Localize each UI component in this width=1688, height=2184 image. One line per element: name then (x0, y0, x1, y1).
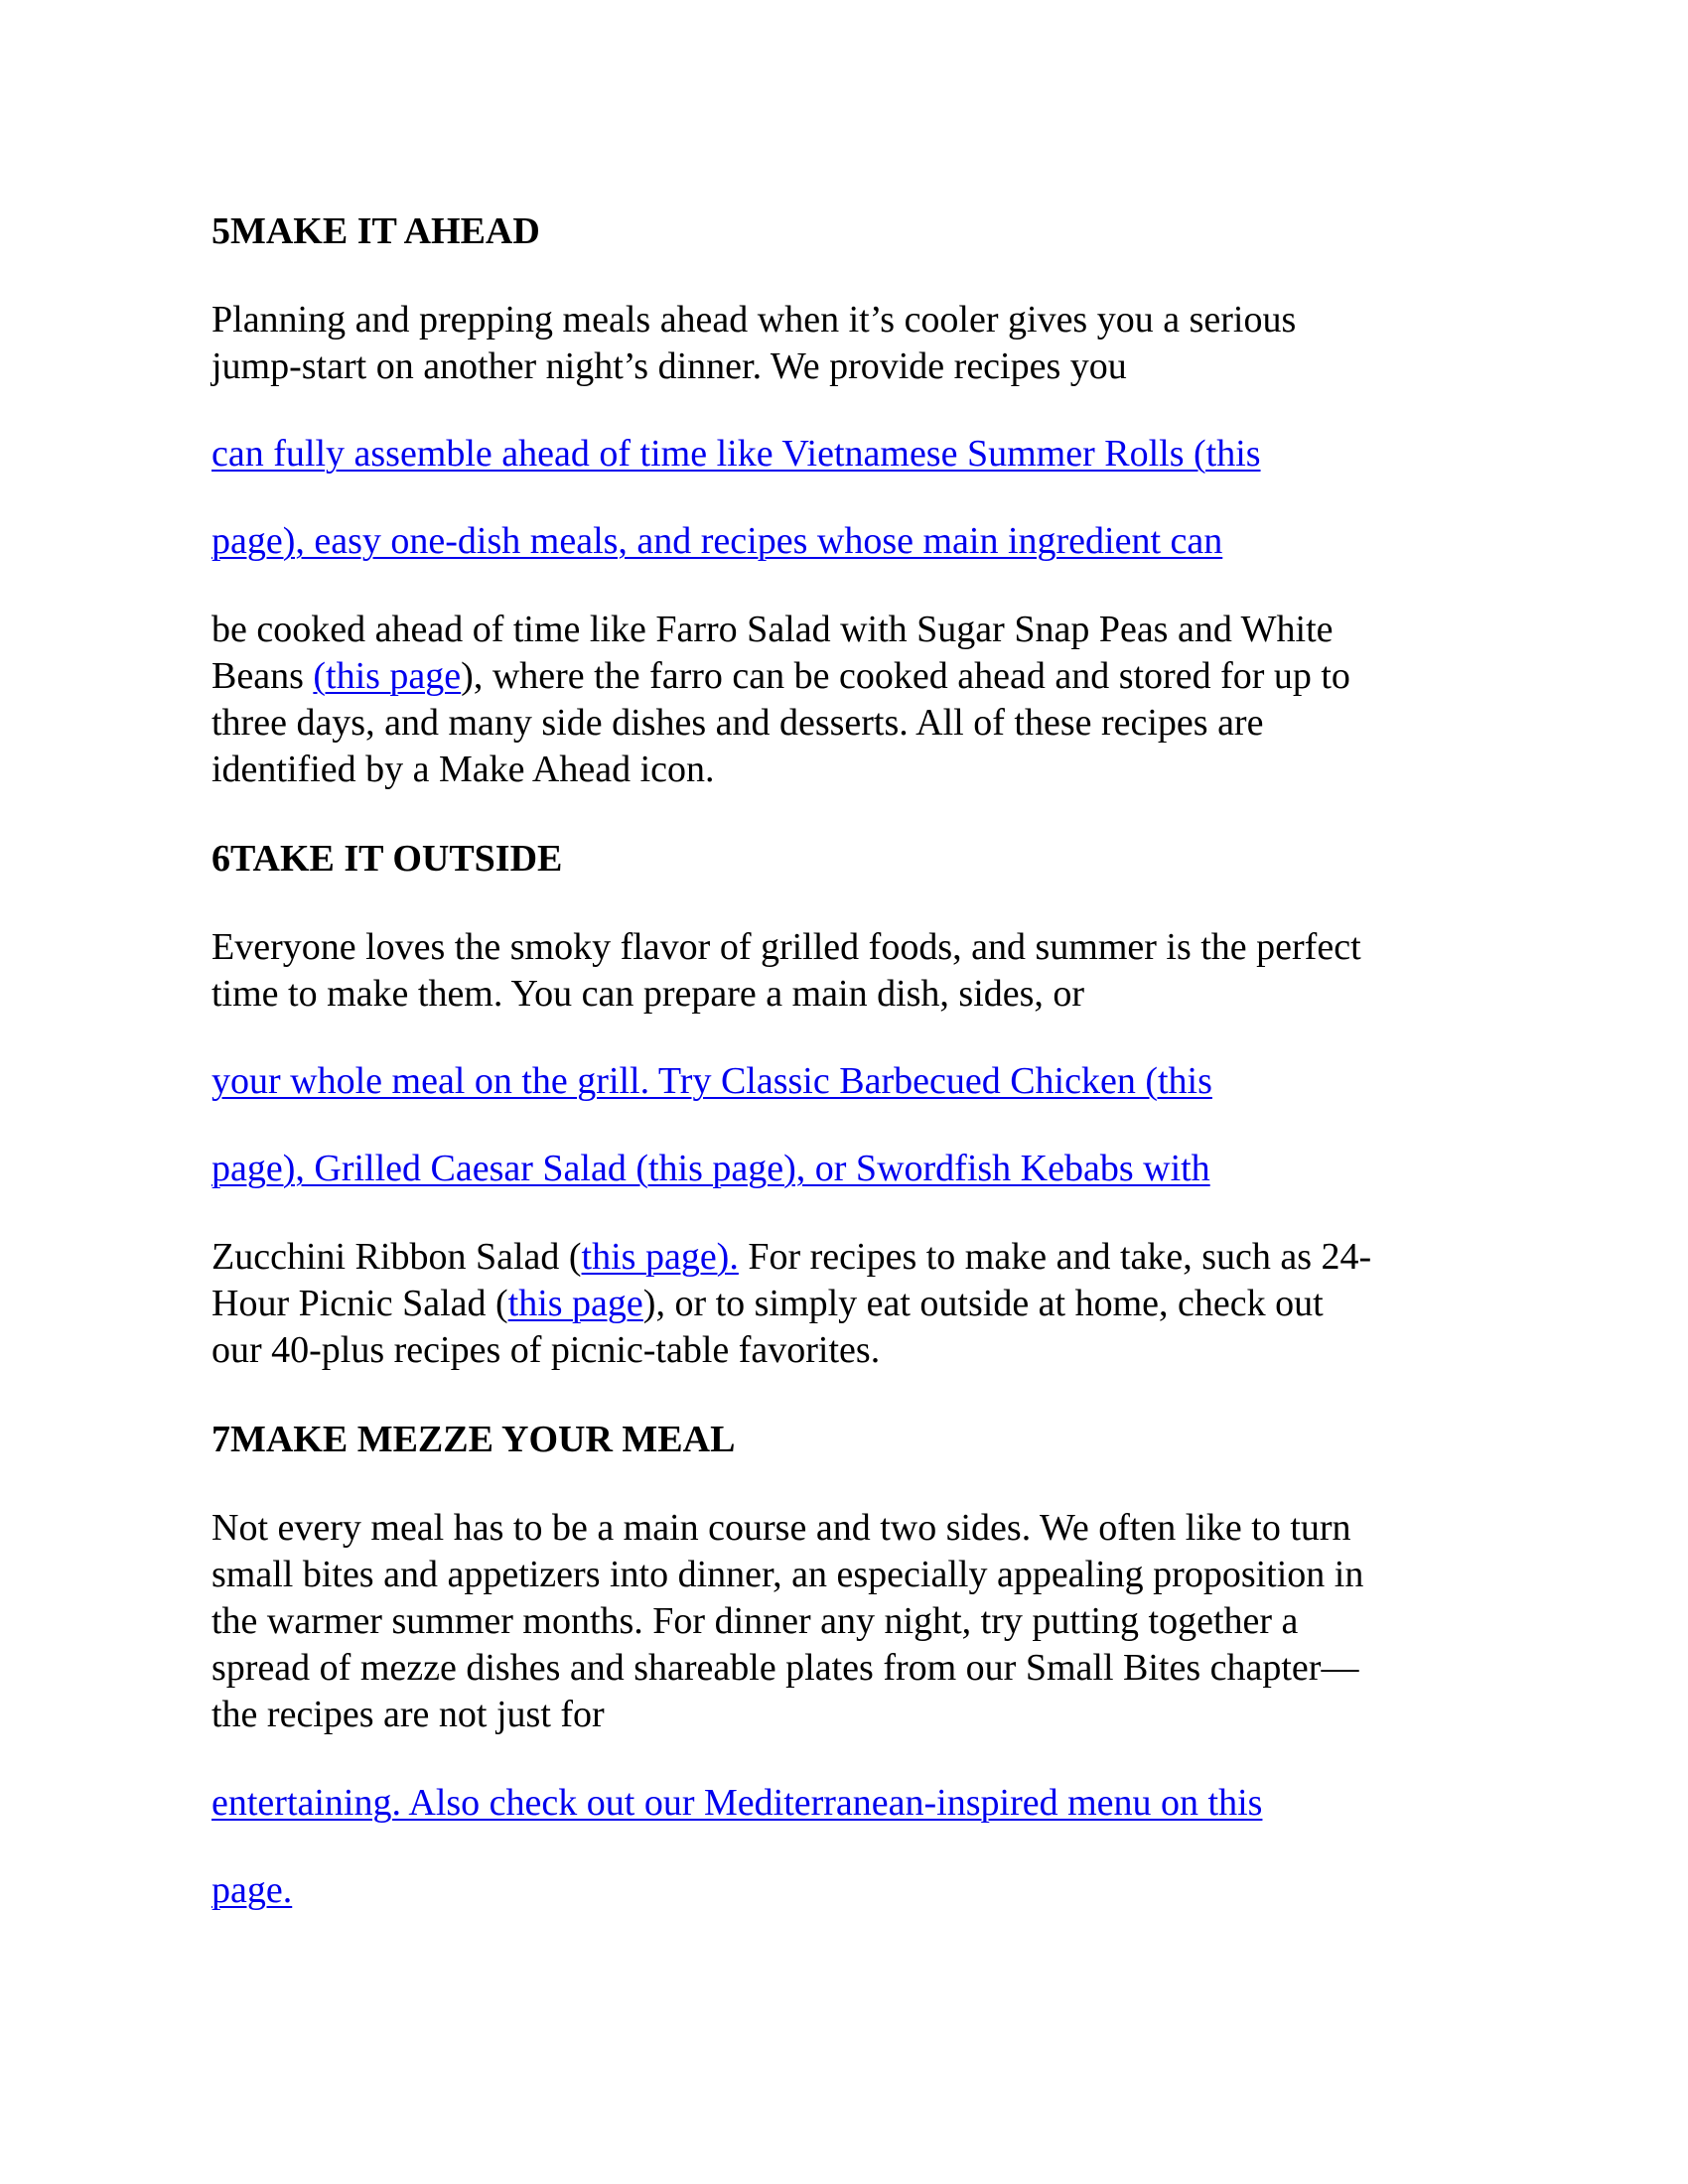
link-picnic-salad-this-page[interactable]: this page (507, 1283, 643, 1324)
section-heading-take-it-outside: 6TAKE IT OUTSIDE (211, 838, 563, 880)
link-farro-salad-this-page[interactable]: (this page (313, 655, 462, 697)
link-mediterranean-menu[interactable]: entertaining. Also check out our Mediterranean-inspired menu on this (211, 1782, 1263, 1824)
link-classic-barbecued-chicken[interactable]: your whole meal on the grill. Try Classic Barbecued Chicken (this (211, 1060, 1212, 1102)
text-line: small bites and appetizers into dinner, an especially appealing proposition in (211, 1554, 1364, 1595)
link-one-dish-meals[interactable]: page), easy one-dish meals, and recipes whose main ingredient can (211, 520, 1223, 562)
text-line: identified by a Make Ahead icon. (211, 749, 715, 790)
section-heading-make-mezze-your-meal: 7MAKE MEZZE YOUR MEAL (211, 1419, 736, 1460)
text-fragment: Beans (211, 655, 314, 697)
text-line: our 40-plus recipes of picnic-table favorites. (211, 1329, 881, 1371)
text-line: spread of mezze dishes and shareable plates from our Small Bites chapter— (211, 1647, 1359, 1689)
text-fragment: ), where the farro can be cooked ahead and stored for up to (461, 655, 1350, 697)
paragraph-take-outside-intro (211, 924, 1361, 1018)
text-line (211, 653, 1350, 700)
link-grilled-caesar-swordfish[interactable]: page), Grilled Caesar Salad (this page), or Swordfish Kebabs with (211, 1148, 1210, 1189)
text-line: Planning and prepping meals ahead when it’s cooler gives you a serious (211, 299, 1297, 341)
link-vietnamese-summer-rolls[interactable]: can fully assemble ahead of time like Vietnamese Summer Rolls (this (211, 433, 1261, 475)
text-line: Everyone loves the smoky flavor of grilled foods, and summer is the perfect (211, 926, 1361, 968)
text-fragment: ), or to simply eat outside at home, check out (642, 1283, 1324, 1324)
text-line (211, 1281, 1371, 1327)
paragraph-make-ahead-body (211, 607, 1350, 793)
text-line: three days, and many side dishes and desserts. All of these recipes are (211, 702, 1264, 744)
text-fragment: Zucchini Ribbon Salad ( (211, 1236, 582, 1278)
text-fragment: For recipes to make and take, such as 24- (738, 1236, 1372, 1278)
link-this-page[interactable]: page. (211, 1869, 293, 1911)
text-line: the warmer summer months. For dinner any night, try putting together a (211, 1600, 1299, 1642)
text-line: the recipes are not just for (211, 1694, 605, 1735)
section-heading-make-it-ahead: 5MAKE IT AHEAD (211, 210, 540, 252)
text-line: be cooked ahead of time like Farro Salad with Sugar Snap Peas and White (211, 609, 1334, 650)
link-zucchini-ribbon-salad-this-page[interactable]: this page). (581, 1236, 739, 1278)
paragraph-take-outside-body (211, 1234, 1371, 1374)
text-fragment: Hour Picnic Salad ( (211, 1283, 508, 1324)
paragraph-mezze-intro (211, 1505, 1363, 1738)
text-line: jump-start on another night’s dinner. We provide recipes you (211, 345, 1127, 387)
paragraph-make-ahead-intro (211, 297, 1296, 390)
text-line: Not every meal has to be a main course and two sides. We often like to turn (211, 1507, 1351, 1549)
text-line (211, 1234, 1371, 1281)
text-line: time to make them. You can prepare a main dish, sides, or (211, 973, 1085, 1015)
